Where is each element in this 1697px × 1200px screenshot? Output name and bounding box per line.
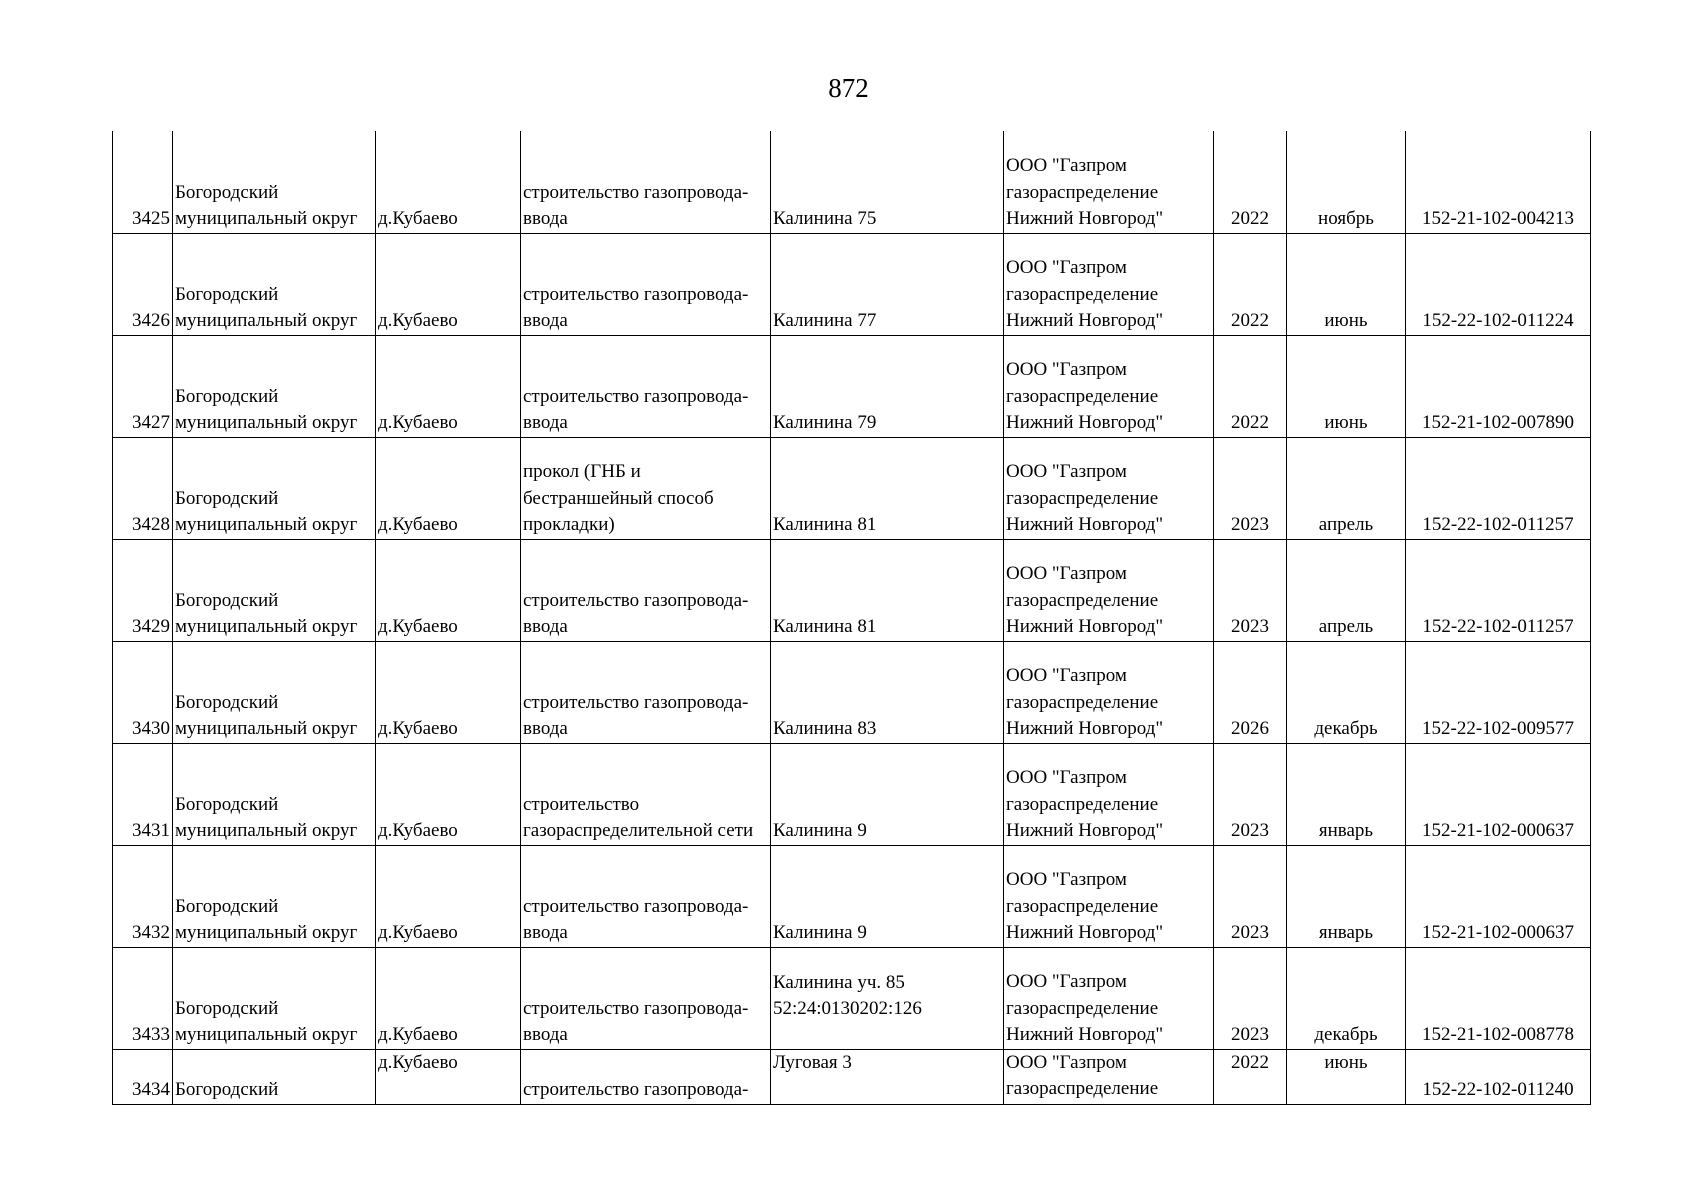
- registry-table-body: [113, 131, 1591, 1104]
- month-cell: ноябрь: [1287, 131, 1406, 233]
- address-cell: [771, 947, 1004, 1049]
- district-cell-line: Богородский: [175, 385, 279, 407]
- work-type-cell-line: строительство газопровода-: [523, 895, 749, 917]
- organization-cell-line: Нижний Новгород": [1006, 412, 1164, 433]
- organization-cell-line: газораспределение: [1006, 487, 1159, 509]
- organization-cell: [1004, 539, 1214, 641]
- address-cell-line: Луговая 3: [773, 1051, 852, 1073]
- district-cell-line: муниципальный округ: [175, 310, 358, 331]
- address-cell-line: Калинина 75: [773, 208, 877, 229]
- address-cell: [771, 845, 1004, 947]
- year-cell: 2023: [1214, 437, 1287, 539]
- work-type-cell: [521, 335, 771, 437]
- work-type-cell-line: строительство газопровода-: [523, 589, 749, 611]
- work-type-cell: [521, 1049, 771, 1104]
- address-cell: [771, 641, 1004, 743]
- district-cell: [173, 641, 376, 743]
- row-number: 3429: [113, 539, 173, 641]
- organization-cell-line: газораспределение: [1006, 997, 1159, 1019]
- code-cell: 152-21-102-000637: [1406, 845, 1591, 947]
- address-cell-line: Калинина 81: [773, 616, 877, 637]
- code-cell: 152-22-102-011224: [1406, 233, 1591, 335]
- organization-cell-line: газораспределение: [1006, 793, 1159, 815]
- organization-cell-line: газораспределение: [1006, 691, 1159, 713]
- district-cell: [173, 845, 376, 947]
- district-cell-line: муниципальный округ: [175, 718, 358, 739]
- work-type-cell: [521, 233, 771, 335]
- year-cell: 2023: [1214, 845, 1287, 947]
- organization-cell: [1004, 947, 1214, 1049]
- district-cell-line: Богородский: [175, 895, 279, 917]
- work-type-cell-line: ввода: [523, 1024, 568, 1045]
- organization-cell: [1004, 437, 1214, 539]
- organization-cell: [1004, 131, 1214, 233]
- organization-cell-line: газораспределение: [1006, 1078, 1159, 1099]
- district-cell: [173, 1049, 376, 1104]
- year-cell: 2023: [1214, 539, 1287, 641]
- code-cell: 152-21-102-000637: [1406, 743, 1591, 845]
- month-cell: июнь: [1287, 335, 1406, 437]
- organization-cell-line: Нижний Новгород": [1006, 718, 1164, 739]
- address-cell: [771, 335, 1004, 437]
- code-cell: 152-22-102-009577: [1406, 641, 1591, 743]
- organization-cell-line: Нижний Новгород": [1006, 208, 1164, 229]
- address-cell-line: Калинина 9: [773, 922, 867, 943]
- work-type-cell-line: прокладки): [523, 514, 615, 535]
- organization-cell-line: ООО "Газпром: [1006, 155, 1127, 176]
- work-type-cell-line: бестраншейный способ: [523, 487, 714, 509]
- settlement-cell: д.Кубаево: [376, 131, 521, 233]
- work-type-cell: [521, 131, 771, 233]
- district-cell-line: Богородский: [175, 997, 279, 1019]
- district-cell-line: Богородский: [175, 589, 279, 611]
- table-row: [113, 743, 1591, 845]
- work-type-cell-line: ввода: [523, 208, 568, 229]
- organization-cell-line: газораспределение: [1006, 283, 1159, 305]
- organization-cell-line: ООО "Газпром: [1006, 665, 1127, 686]
- address-cell: [771, 539, 1004, 641]
- code-cell: 152-21-102-004213: [1406, 131, 1591, 233]
- organization-cell-line: ООО "Газпром: [1006, 971, 1127, 992]
- code-cell: 152-21-102-007890: [1406, 335, 1591, 437]
- work-type-cell-line: газораспределительной сети: [523, 820, 754, 841]
- district-cell: [173, 233, 376, 335]
- organization-cell: [1004, 233, 1214, 335]
- district-cell-line: Богородский: [175, 283, 279, 305]
- organization-cell-line: ООО "Газпром: [1006, 461, 1127, 482]
- year-cell: 2026: [1214, 641, 1287, 743]
- work-type-cell-line: ввода: [523, 922, 568, 943]
- organization-cell: [1004, 335, 1214, 437]
- work-type-cell: [521, 641, 771, 743]
- organization-cell: [1004, 743, 1214, 845]
- organization-cell-line: Нижний Новгород": [1006, 1024, 1164, 1045]
- page-number: 872: [828, 73, 869, 103]
- district-cell: [173, 539, 376, 641]
- organization-cell-line: Нижний Новгород": [1006, 310, 1164, 331]
- year-cell: 2023: [1214, 947, 1287, 1049]
- district-cell-line: муниципальный округ: [175, 922, 358, 943]
- settlement-cell: д.Кубаево: [376, 539, 521, 641]
- district-cell: [173, 743, 376, 845]
- district-cell-line: муниципальный округ: [175, 208, 358, 229]
- address-cell: [771, 233, 1004, 335]
- address-cell-line: Калинина 9: [773, 820, 867, 841]
- year-cell: 2022: [1214, 233, 1287, 335]
- work-type-cell: [521, 743, 771, 845]
- address-cell-line: Калинина 81: [773, 514, 877, 535]
- table-row: [113, 947, 1591, 1049]
- organization-cell-line: Нижний Новгород": [1006, 922, 1164, 943]
- month-cell: июнь: [1287, 233, 1406, 335]
- work-type-cell-line: ввода: [523, 616, 568, 637]
- registry-table: [112, 131, 1591, 1105]
- code-cell: 152-22-102-011257: [1406, 539, 1591, 641]
- code-cell: 152-21-102-008778: [1406, 947, 1591, 1049]
- year-cell: 2023: [1214, 743, 1287, 845]
- organization-cell-line: ООО "Газпром: [1006, 563, 1127, 584]
- district-cell: [173, 437, 376, 539]
- organization-cell-line: ООО "Газпром: [1006, 257, 1127, 278]
- organization-cell-line: газораспределение: [1006, 181, 1159, 203]
- organization-cell-line: ООО "Газпром: [1006, 359, 1127, 380]
- district-cell-line: муниципальный округ: [175, 1024, 358, 1045]
- district-cell: [173, 335, 376, 437]
- year-cell: 2022: [1214, 1049, 1287, 1104]
- work-type-cell-line: ввода: [523, 310, 568, 331]
- address-cell-line: Калинина 83: [773, 718, 877, 739]
- row-number: 3432: [113, 845, 173, 947]
- district-cell-line: муниципальный округ: [175, 412, 358, 433]
- table-row: [113, 539, 1591, 641]
- address-cell-line: 52:24:0130202:126: [773, 998, 922, 1019]
- district-cell: [173, 947, 376, 1049]
- month-cell: декабрь: [1287, 641, 1406, 743]
- organization-cell-line: Нижний Новгород": [1006, 514, 1164, 535]
- settlement-cell: д.Кубаево: [376, 743, 521, 845]
- settlement-cell: д.Кубаево: [376, 641, 521, 743]
- district-cell-line: Богородский: [175, 1078, 279, 1100]
- work-type-cell-line: ввода: [523, 718, 568, 739]
- row-number: 3428: [113, 437, 173, 539]
- organization-cell-line: газораспределение: [1006, 589, 1159, 611]
- row-number: 3427: [113, 335, 173, 437]
- work-type-cell-line: строительство газопровода-: [523, 691, 749, 713]
- work-type-cell: [521, 539, 771, 641]
- district-cell-line: Богородский: [175, 793, 279, 815]
- organization-cell-line: Нижний Новгород": [1006, 616, 1164, 637]
- row-number: 3433: [113, 947, 173, 1049]
- row-number: 3426: [113, 233, 173, 335]
- district-cell-line: Богородский: [175, 181, 279, 203]
- table-row: [113, 1049, 1591, 1104]
- address-cell: [771, 743, 1004, 845]
- work-type-cell: [521, 437, 771, 539]
- organization-cell-line: ООО "Газпром: [1006, 869, 1127, 890]
- month-cell: январь: [1287, 743, 1406, 845]
- work-type-cell-line: ввода: [523, 412, 568, 433]
- work-type-cell: [521, 947, 771, 1049]
- year-cell: 2022: [1214, 335, 1287, 437]
- district-cell-line: муниципальный округ: [175, 820, 358, 841]
- table-row: [113, 437, 1591, 539]
- address-cell: [771, 131, 1004, 233]
- work-type-cell-line: строительство газопровода-: [523, 997, 749, 1019]
- code-cell: 152-22-102-011257: [1406, 437, 1591, 539]
- table-row: [113, 131, 1591, 233]
- month-cell: декабрь: [1287, 947, 1406, 1049]
- row-number: 3430: [113, 641, 173, 743]
- organization-cell: [1004, 845, 1214, 947]
- organization-cell-line: газораспределение: [1006, 385, 1159, 407]
- address-cell-line: Калинина 79: [773, 412, 877, 433]
- address-cell: [771, 1049, 1004, 1104]
- work-type-cell-line: строительство газопровода-: [523, 283, 749, 305]
- organization-cell-line: ООО "Газпром: [1006, 767, 1127, 788]
- work-type-cell-line: строительство газопровода-: [523, 385, 749, 407]
- work-type-cell-line: строительство газопровода-: [523, 181, 749, 203]
- month-cell: январь: [1287, 845, 1406, 947]
- settlement-cell: д.Кубаево: [376, 233, 521, 335]
- year-cell: 2022: [1214, 131, 1287, 233]
- district-cell: [173, 131, 376, 233]
- row-number: 3425: [113, 131, 173, 233]
- address-cell: [771, 437, 1004, 539]
- row-number: 3431: [113, 743, 173, 845]
- month-cell: апрель: [1287, 437, 1406, 539]
- district-cell-line: муниципальный округ: [175, 514, 358, 535]
- work-type-cell-line: строительство газопровода-: [523, 1078, 749, 1100]
- month-cell: июнь: [1287, 1049, 1406, 1104]
- table-row: [113, 233, 1591, 335]
- work-type-cell-line: прокол (ГНБ и: [523, 461, 641, 482]
- work-type-cell-line: строительство: [523, 793, 640, 815]
- organization-cell-line: газораспределение: [1006, 895, 1159, 917]
- district-cell-line: муниципальный округ: [175, 616, 358, 637]
- organization-cell-line: ООО "Газпром: [1006, 1051, 1127, 1073]
- organization-cell: [1004, 641, 1214, 743]
- settlement-cell: д.Кубаево: [376, 947, 521, 1049]
- settlement-cell: д.Кубаево: [376, 437, 521, 539]
- month-cell: апрель: [1287, 539, 1406, 641]
- table-row: [113, 641, 1591, 743]
- settlement-cell: д.Кубаево: [376, 1049, 521, 1104]
- table-row: [113, 845, 1591, 947]
- address-cell-line: Калинина 77: [773, 310, 877, 331]
- district-cell-line: Богородский: [175, 691, 279, 713]
- district-cell-line: Богородский: [175, 487, 279, 509]
- code-cell: 152-22-102-011240: [1406, 1049, 1591, 1104]
- address-cell-line: Калинина уч. 85: [773, 971, 905, 993]
- settlement-cell: д.Кубаево: [376, 845, 521, 947]
- work-type-cell: [521, 845, 771, 947]
- organization-cell: [1004, 1049, 1214, 1104]
- table-row: [113, 335, 1591, 437]
- settlement-cell: д.Кубаево: [376, 335, 521, 437]
- organization-cell-line: Нижний Новгород": [1006, 820, 1164, 841]
- row-number: 3434: [113, 1049, 173, 1104]
